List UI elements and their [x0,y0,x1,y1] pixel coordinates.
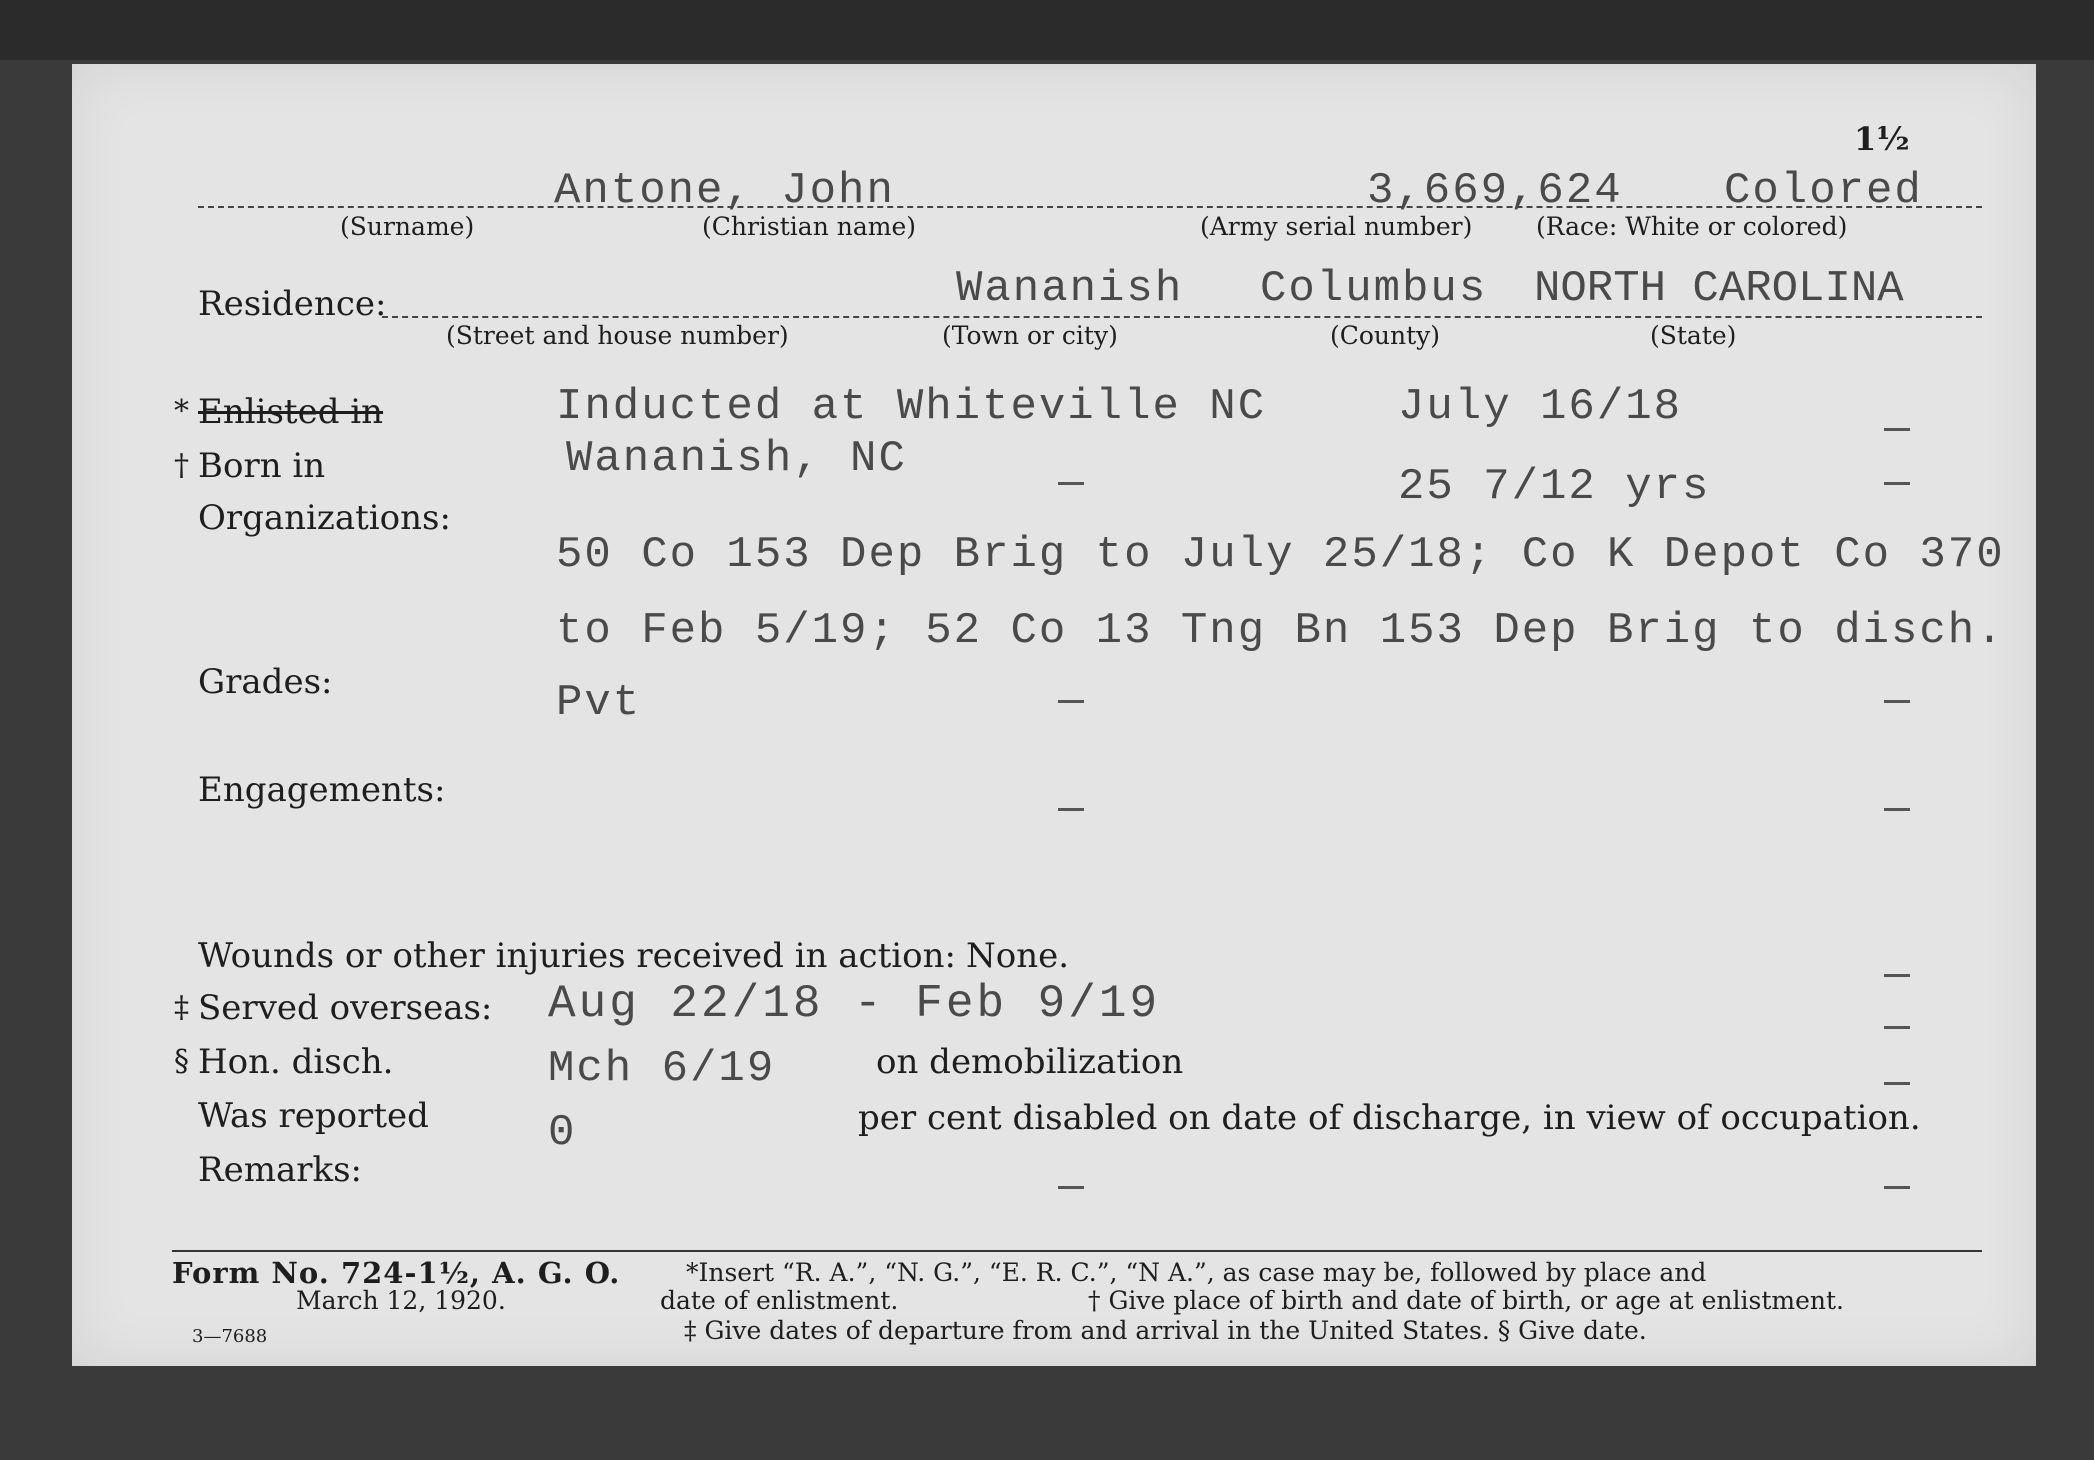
organizations-label: Organizations: [198,498,451,538]
remarks-tick-middle [1058,1186,1084,1189]
born-value: Wananish, NC [566,434,907,484]
overseas-value: Aug 22/18 - Feb 9/19 [548,978,1161,1030]
street-caption: (Street and house number) [446,321,789,350]
reported-label: Was reported [198,1096,429,1136]
surname-caption: (Surname) [340,212,475,241]
wounds-value: None. [966,936,1070,976]
engagements-tick-right [1884,808,1910,811]
scan-background [0,0,2094,60]
discharge-date: Mch 6/19 [548,1044,776,1094]
residence-label: Residence: [198,284,387,324]
overseas-label: Served overseas: [198,988,493,1028]
serial-number-value: 3,669,624 [1367,166,1623,216]
residence-line [382,316,1982,318]
reported-value: 0 [548,1108,577,1158]
footnote-enlisted: *Insert “R. A.”, “N. G.”, “E. R. C.”, “N A.”, as case may be, followed by place and [686,1258,1707,1287]
enlisted-label: Enlisted in [198,392,384,432]
county-caption: (County) [1330,321,1441,350]
dagger-mark: † [174,448,189,483]
enlisted-value: Inducted at Whiteville NC [556,382,1267,432]
serial-caption: (Army serial number) [1200,212,1473,241]
discharge-reason: on demobilization [876,1042,1184,1082]
organizations-line-1: 50 Co 153 Dep Brig to July 25/18; Co K Depot Co 370 [556,530,2005,580]
county-value: Columbus [1260,264,1488,314]
state-value: NORTH CAROLINA [1534,264,1904,314]
enlisted-date: July 16/18 [1398,382,1683,432]
engagements-tick-middle [1058,808,1084,811]
double-dagger-mark: ‡ [174,990,189,1025]
footnote-overseas: ‡ Give dates of departure from and arrival in the United States. § Give date. [684,1316,1647,1345]
grades-tick-right [1884,700,1910,703]
remarks-label: Remarks: [198,1150,362,1190]
form-date: March 12, 1920. [296,1286,506,1315]
footnote-enlistment-date: date of enlistment. [660,1286,899,1315]
card-number: 1½ [1854,120,1910,158]
grades-value: Pvt [556,678,642,728]
age-value: 25 7/12 yrs [1398,462,1711,512]
born-tick-middle [1058,482,1084,485]
discharge-label: Hon. disch. [198,1042,394,1082]
enlisted-tick [1884,428,1910,431]
footer-rule [172,1250,1982,1252]
record-card [72,64,2036,1366]
christian-name-caption: (Christian name) [702,212,917,241]
overseas-tick [1884,1026,1910,1029]
race-caption: (Race: White or colored) [1536,212,1848,241]
town-caption: (Town or city) [942,321,1118,350]
print-code: 3—7688 [192,1326,268,1347]
engagements-label: Engagements: [198,770,446,810]
discharge-tick [1884,1082,1910,1085]
asterisk-mark: * [174,394,189,429]
town-value: Wananish [956,264,1184,314]
section-mark: § [174,1044,189,1079]
wounds-label: Wounds or other injuries received in action: [198,936,956,976]
form-number: Form No. 724-1½, A. G. O. [172,1256,621,1290]
state-caption: (State) [1650,321,1737,350]
born-tick-right [1884,482,1910,485]
grades-tick-middle [1058,700,1084,703]
organizations-line-2: to Feb 5/19; 52 Co 13 Tng Bn 153 Dep Brig to disch. [556,606,2005,656]
reported-text: per cent disabled on date of discharge, in view of occupation. [858,1098,1921,1138]
wounds-tick [1884,974,1910,977]
surname-value: Antone, John [554,166,895,216]
remarks-tick-right [1884,1186,1910,1189]
grades-label: Grades: [198,662,333,702]
footnote-born: † Give place of birth and date of birth, or age at enlistment. [1088,1286,1844,1315]
race-value: Colored [1724,166,1923,216]
name-row-line [198,206,1982,208]
born-label: Born in [198,446,326,486]
